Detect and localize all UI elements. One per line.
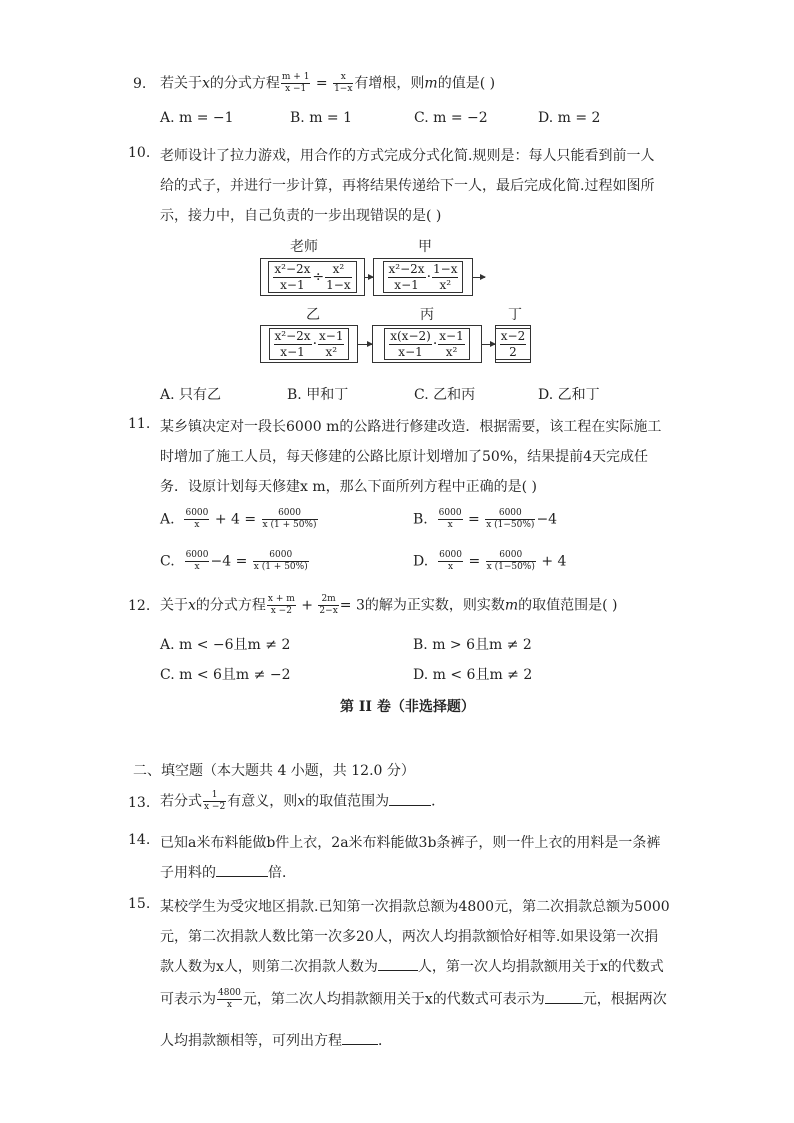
- q10-number: 10.: [128, 145, 151, 161]
- q15-line-2: 元，第二次捐款人数比第一次多20人，两次人均捐款额恰好相等.如果设第一次捐: [160, 929, 659, 945]
- q15-blank-2: [545, 1003, 583, 1004]
- label-bing: 丙: [420, 307, 434, 323]
- q9-option-a: A. m = −1: [160, 110, 234, 126]
- q15-blank-3: [342, 1044, 378, 1045]
- q15-line-1: 某校学生为受灾地区捐款.已知第一次捐款总额为4800元，第二次捐款总额为5000: [160, 899, 670, 915]
- jia-box: $\frac{\text{x²−2x}}{x-1}$ · $\frac{1-x}{\text{x²}}$: [373, 258, 473, 296]
- q12-option-c: C. m < 6且m ≠ −2: [160, 667, 291, 683]
- bing-box: $\frac{x(x-2)}{x-1}$ · $\frac{x-1}{\text{x²}}$: [372, 325, 482, 363]
- label-teacher: 老师: [290, 239, 318, 255]
- q9-number: 9.: [133, 76, 147, 92]
- arrow-2: [473, 277, 485, 278]
- part2-title: 第 II 卷（非选择题）: [340, 699, 475, 715]
- q10-option-d: D. 乙和丁: [538, 387, 600, 403]
- q11-line-2: 时增加了施工人员，每天修建的公路比原计划增加了50%，结果提前4天完成任: [160, 449, 649, 465]
- q10-option-a: A. 只有乙: [160, 387, 222, 403]
- q12-option-a: A. m < −6且m ≠ 2: [160, 637, 291, 653]
- q11-option-b: B. $\frac{6000}{x}$ = $\frac{6000}{x (1-50\%)}$ −4: [413, 508, 558, 530]
- q10-option-b: B. 甲和丁: [287, 387, 349, 403]
- q11-option-c: C. $\frac{6000}{x}$ −4 = $\frac{6000}{x (1 + 50\%)}$: [160, 550, 308, 572]
- q14-number: 14.: [128, 832, 151, 848]
- q11-line-1: 某乡镇决定对一段长6000 m的公路进行修建改造．根据需要，该工程在实际施工: [160, 419, 662, 435]
- q10-option-c: C. 乙和丙: [414, 387, 476, 403]
- q11-number: 11.: [128, 416, 151, 432]
- yi-box: $\frac{\text{x²−2x}}{x-1}$ · $\frac{x-1}{\text{x²}}$: [260, 325, 358, 363]
- q11-option-d: D. $\frac{6000}{x}$ = $\frac{6000}{x (1-50\%)}$ + 4: [413, 550, 567, 572]
- ding-box: $\frac{x-2}{2}$: [495, 325, 531, 363]
- q14-line-1: 已知a米布料能做b件上衣，2a米布料能做3b条裤子，则一件上衣的用料是一条裤: [160, 835, 661, 851]
- arrow-4: [482, 344, 495, 345]
- teacher-box: $\frac{\text{x²−2x}}{x-1}$ ÷ $\frac{\text{x²}}{1-x}$: [260, 258, 365, 296]
- q13-number: 13.: [128, 795, 151, 811]
- q9-option-b: B. m = 1: [290, 110, 353, 126]
- q15-number: 15.: [128, 896, 151, 912]
- label-yi: 乙: [306, 307, 320, 323]
- q10-line-2: 给的式子，并进行一步计算，再将结果传递给下一人，最后完成化简.过程如图所: [160, 178, 655, 194]
- arrow-3: [358, 344, 372, 345]
- q9-option-d: D. m = 2: [538, 110, 601, 126]
- label-jia: 甲: [418, 239, 432, 255]
- q15-line-5: 人均捐款额相等，可列出方程 ．: [160, 1033, 392, 1049]
- q14-blank: [216, 876, 268, 877]
- arrow-1: [365, 277, 373, 278]
- q10-line-3: 示，接力中，自己负责的一步出现错误的是( ): [160, 208, 442, 224]
- q12-option-d: D. m < 6且m ≠ 2: [413, 667, 533, 683]
- q12-option-b: B. m > 6且m ≠ 2: [413, 637, 532, 653]
- q9-frac-right: $\frac{x}{1-x}$: [334, 72, 353, 94]
- q14-line-2: 子用料的 倍．: [160, 865, 296, 881]
- q12-stem: 关于x的分式方程 $\frac{x + m}{x -2}$ + $\frac{2m}{2-x}$ = 3的解为正实数，则实数m的取值范围是( ): [160, 594, 618, 616]
- q15-blank-1: [378, 970, 418, 971]
- section-2-heading: 二、填空题（本大题共 4 小题，共 12.0 分）: [133, 763, 415, 779]
- label-ding: 丁: [508, 307, 522, 323]
- q15-line-3: 款人数为x人，则第二次捐款人数为 人，第一次人均捐款额用关于x的代数式: [160, 959, 664, 975]
- q10-line-1: 老师设计了拉力游戏，用合作的方式完成分式化简.规则是：每人只能看到前一人: [160, 148, 655, 164]
- q13-blank: [389, 805, 431, 806]
- q13-stem: 若分式 $\frac{1}{x -2}$ 有意义，则x的取值范围为 ．: [160, 790, 446, 812]
- q11-option-a: A. $\frac{6000}{x}$ + 4 = $\frac{6000}{x (1 + 50\%)}$: [160, 508, 317, 530]
- q15-line-4: 可表示为 $\frac{4800}{x}$ 元，第二次人均捐款额用关于x的代数式可表示为 元，根据两次: [160, 988, 667, 1010]
- q9-stem: 若关于x的分式方程 $\frac{m + 1}{x -1}$ = $\frac{x}{1-x}$ 有增根，则m的值是( ): [160, 72, 496, 94]
- q9-frac-left: $\frac{m + 1}{x -1}$: [281, 72, 310, 94]
- q11-line-3: 务．设原计划每天修建x m，那么下面所列方程中正确的是( ): [160, 479, 537, 495]
- q12-number: 12.: [128, 598, 151, 614]
- q9-option-c: C. m = −2: [414, 110, 488, 126]
